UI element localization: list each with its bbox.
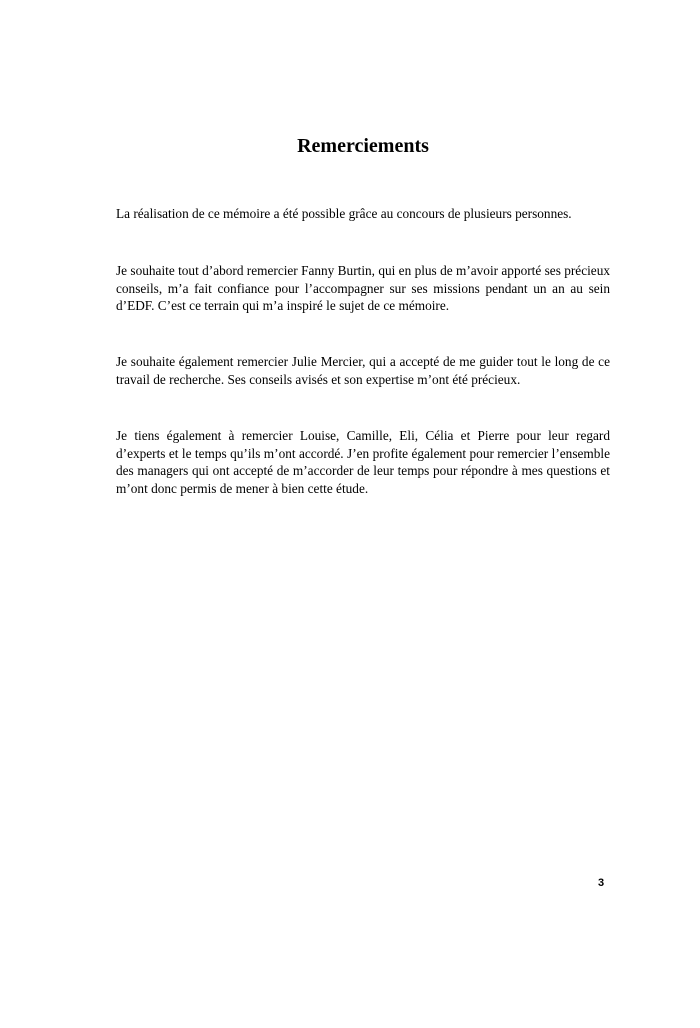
page-number: 3 [598, 877, 605, 889]
paragraph-thanks-experts-managers: Je tiens également à remercier Louise, Camille, Eli, Célia et Pierre pour leur regard d’experts et le temps qu’ils m’ont accordé. J’en profite également pour remercier l’ensemble des managers qui ont accepté de m’accorder de leur temps pour répondre à mes questions et m’ont donc permis de mener à bien cette étude. [116, 428, 610, 496]
page-title: Remerciements [297, 135, 429, 157]
paragraph-thanks-fanny-burtin: Je souhaite tout d’abord remercier Fanny Burtin, qui en plus de m’avoir apporté ses précieux conseils, m’a fait confiance pour l’accompagner sur ses missions pendant un an au sein d’EDF. C’est ce terrain qui m’a inspiré le sujet de ce mémoire. [116, 263, 610, 314]
paragraph-intro: La réalisation de ce mémoire a été possible grâce au concours de plusieurs personnes. [116, 206, 572, 221]
paragraph-thanks-julie-mercier: Je souhaite également remercier Julie Mercier, qui a accepté de me guider tout le long de ce travail de recherche. Ses conseils avisés et son expertise m’ont été précieux. [116, 354, 610, 387]
